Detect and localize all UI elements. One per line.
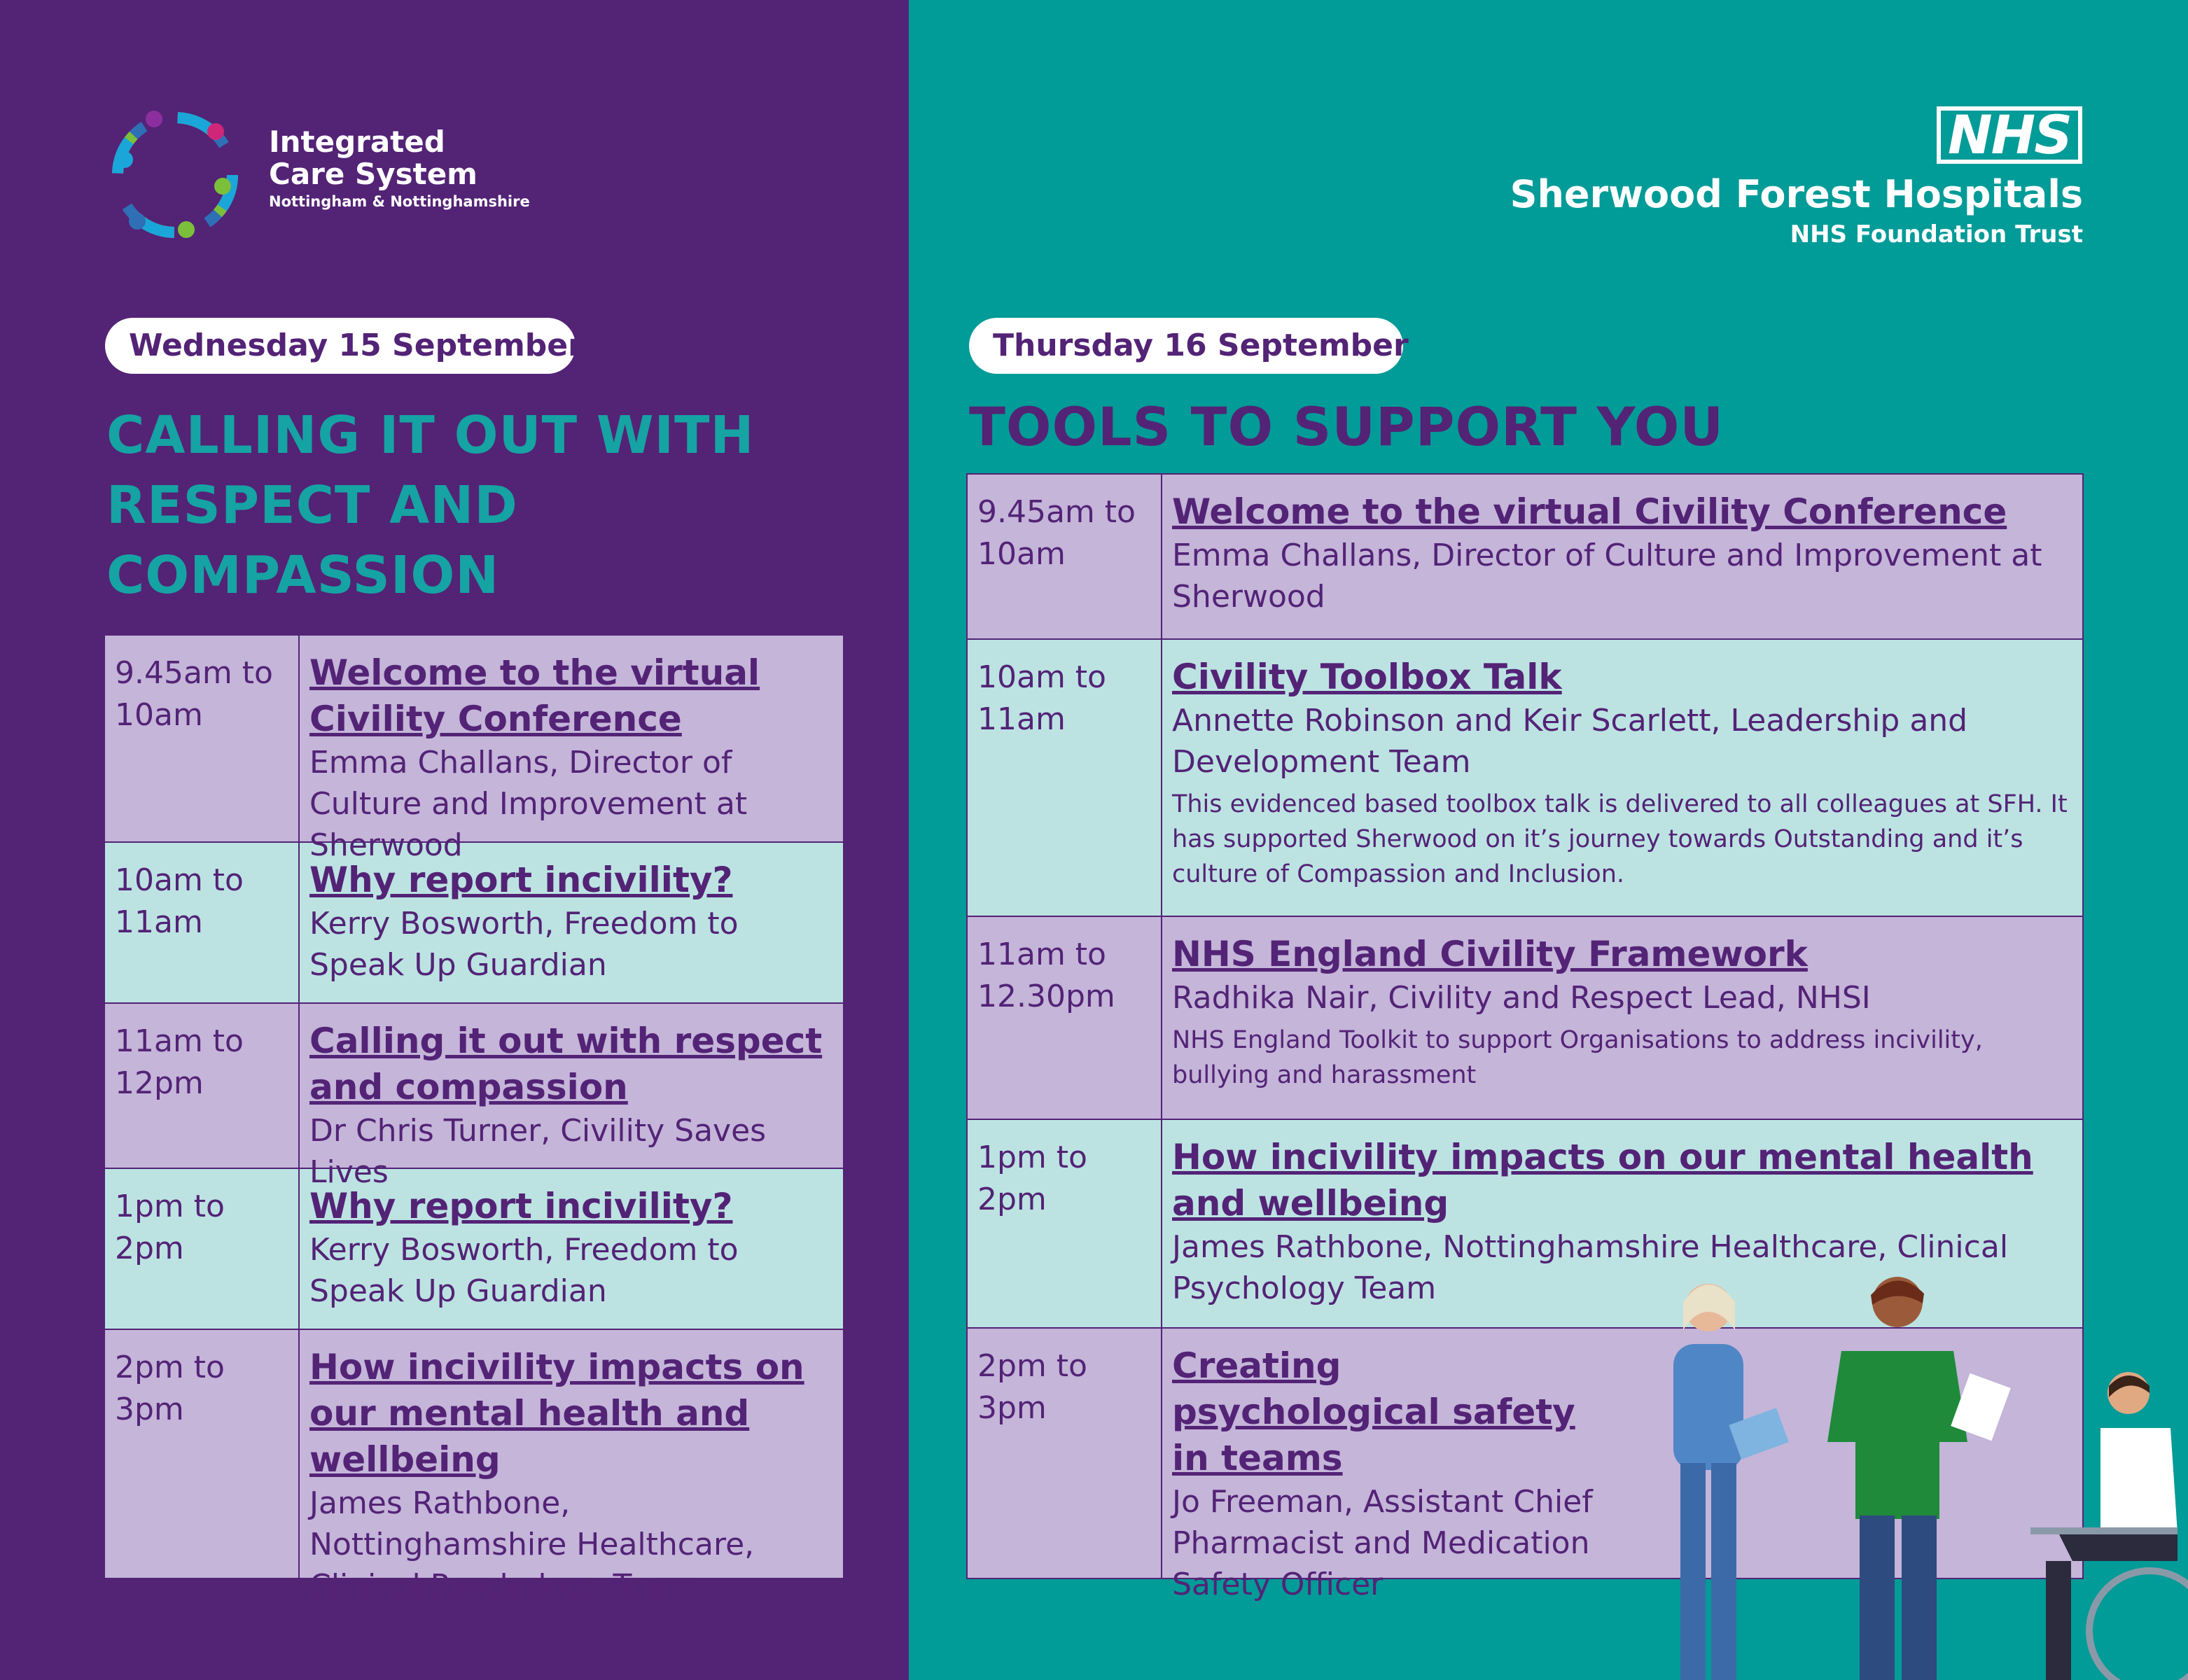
trust-subtitle: NHS Foundation Trust [1790,220,2083,248]
session-time: 1pm to 2pm [968,1120,1162,1327]
session-speaker: Dr Chris Turner, Civility Saves Lives [309,1113,767,1190]
left-heading [106,400,877,610]
session-time: 11am to 12.30pm [968,917,1162,1119]
session-time: 11am to 12pm [105,1004,300,1168]
session-speaker: Annette Robinson and Keir Scarlett, Leadership and Development Team [1172,703,1968,780]
session-title-link[interactable]: Civility Toolbox Talk [1172,657,1562,697]
session-title-link[interactable]: How incivility impacts on our mental health and wellbeing [309,1347,804,1480]
table-row [105,636,843,863]
session-content [1162,475,2082,638]
session-content [300,843,843,1002]
ics-line-3: Nottingham & Nottinghamshire [269,193,530,210]
session-title-link[interactable]: Creating psychological safety in teams [1172,1345,1575,1478]
left-heading-line: CALLING IT OUT WITH [106,405,755,465]
left-heading-line: RESPECT AND [106,475,518,536]
session-description: NHS England Toolkit to support Organisations to address incivility, bullying and harassment [1172,1026,1983,1089]
left-heading-line: COMPASSION [106,545,500,606]
session-speaker: Kerry Bosworth, Freedom to Speak Up Guardian [309,906,739,983]
session-time: 2pm to 3pm [968,1329,1162,1578]
session-content [300,1330,843,1604]
session-content [1162,640,2082,916]
session-speaker: James Rathbone, Nottinghamshire Healthcare, Clinical Psychology Team [309,1485,755,1604]
table-row [105,841,843,1002]
session-title-link[interactable]: Calling it out with respect and compassion [309,1021,823,1107]
session-speaker: Kerry Bosworth, Freedom to Speak Up Guardian [309,1232,739,1309]
ics-line-2: Care System [269,157,478,191]
healthcare-staff-illustration-icon [1610,1253,2188,1680]
table-row [968,475,2082,638]
table-row [105,1329,843,1604]
table-row [105,1002,843,1190]
right-heading: TOOLS TO SUPPORT YOU [969,396,1724,458]
ics-line-1: Integrated [269,125,445,159]
session-time: 9.45am to 10am [968,475,1162,638]
wednesday-schedule [104,634,844,1604]
session-title-link[interactable]: NHS England Civility Framework [1172,934,1808,974]
ics-wordmark [269,126,530,213]
doctor-figure-icon [1827,1277,2011,1680]
session-content [300,1169,843,1329]
session-content [300,636,843,863]
session-content [300,1004,843,1190]
session-speaker: Emma Challans, Director of Culture and Improvement at Sherwood [1172,538,2042,615]
session-title-link[interactable]: Welcome to the virtual Civility Conference [1172,491,2007,532]
session-speaker: Jo Freeman, Assistant Chief Pharmacist and Medication Safety Officer [1172,1484,1593,1602]
session-content [1162,917,2082,1119]
nurse-figure-icon [1673,1284,1789,1680]
session-title-link[interactable]: How incivility impacts on our mental health and wellbeing [1172,1137,2033,1224]
session-time: 2pm to 3pm [105,1330,300,1578]
session-speaker: Emma Challans, Director of Culture and Improvement at Sherwood [309,745,748,863]
session-speaker: Radhika Nair, Civility and Respect Lead, NHSI [1172,980,1871,1016]
session-time: 1pm to 2pm [105,1169,300,1329]
session-title-link[interactable]: Why report incivility? [309,1186,733,1226]
wheelchair-user-icon [2030,1372,2188,1680]
nhs-logo-icon: NHS [1937,106,2082,164]
session-description: This evidenced based toolbox talk is delivered to all colleagues at SFH. It has supported Sherwood on it’s journey towards Outstanding and it’s culture of Compassion and Inclusion. [1172,790,2068,888]
ics-circle-logo-icon [104,104,246,246]
session-time: 10am to 11am [105,843,300,1002]
session-time: 10am to 11am [968,640,1162,916]
session-speaker: James Rathbone, Nottinghamshire Healthcare, Clinical Psychology Team [1172,1229,2009,1306]
right-date-pill: Thursday 16 September [969,318,1403,374]
session-title-link[interactable]: Why report incivility? [309,860,733,900]
table-row [968,916,2082,1119]
trust-name: Sherwood Forest Hospitals [1510,172,2083,216]
session-title-link[interactable]: Welcome to the virtual Civility Conference [309,652,760,739]
left-date-pill: Wednesday 15 September [105,318,576,374]
session-time: 9.45am to 10am [105,636,300,841]
table-row [105,1168,843,1329]
table-row [968,638,2082,916]
